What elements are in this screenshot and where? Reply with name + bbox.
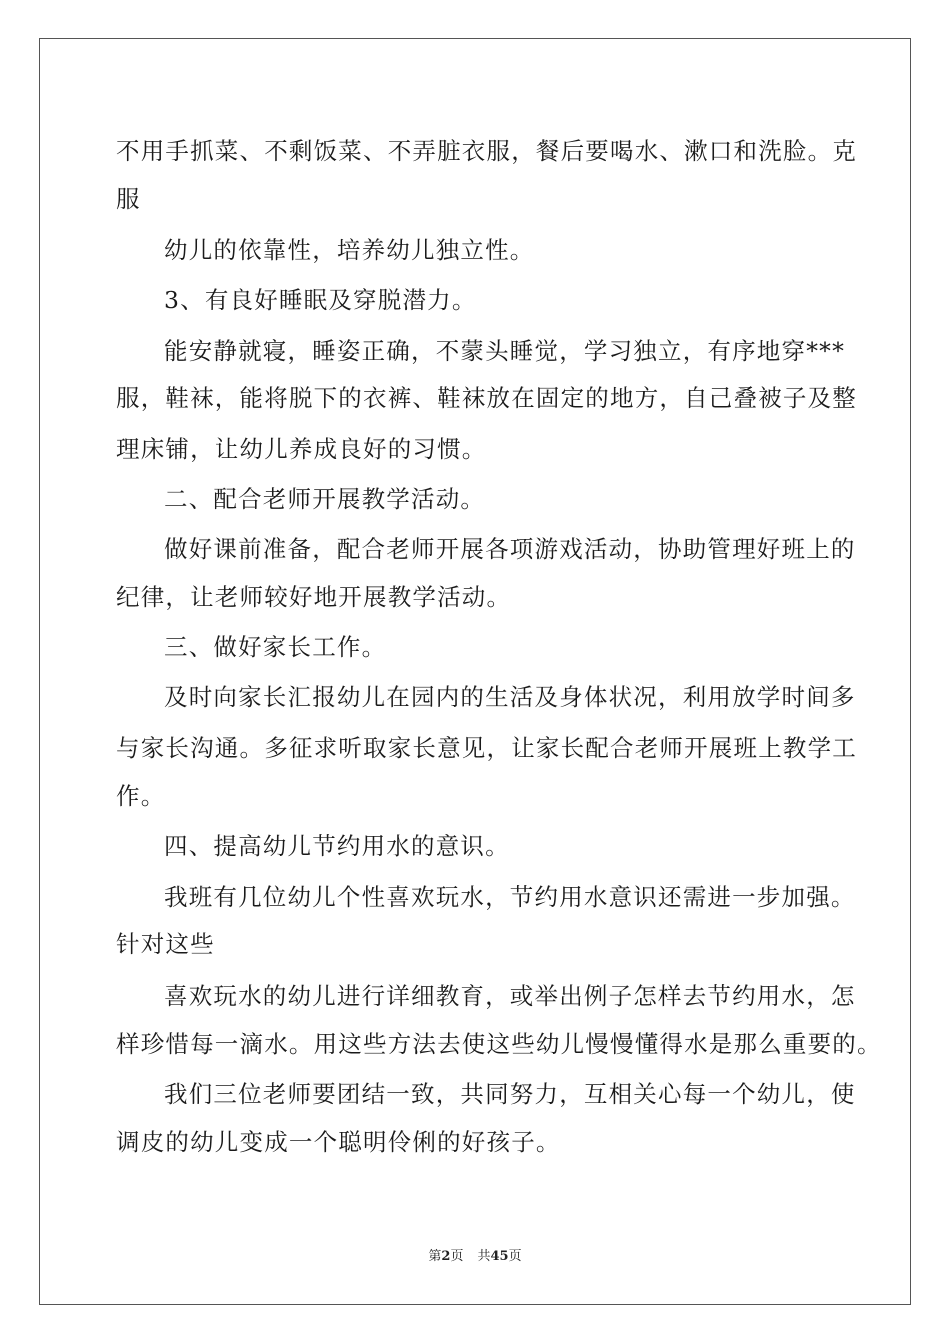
page-frame <box>39 38 911 1305</box>
paragraph-line: 能安静就寝，睡姿正确，不蒙头睡觉，学习独立，有序地穿*** <box>164 337 846 365</box>
section-heading: 二、配合老师开展教学活动。 <box>164 485 486 513</box>
text-line: 与家长沟通。多征求听取家长意见，让家长配合老师开展班上教学工 <box>116 734 857 762</box>
page-footer <box>0 1248 950 1266</box>
total-suffix: 页 <box>508 1249 522 1264</box>
text-line: 作。 <box>116 782 166 810</box>
paragraph-line: 我班有几位幼儿个性喜欢玩水，节约用水意识还需进一步加强。 <box>164 883 856 911</box>
section-heading: 三、做好家长工作。 <box>164 633 387 661</box>
paragraph-line: 及时向家长汇报幼儿在园内的生活及身体状况，利用放学时间多 <box>164 683 856 711</box>
text-line: 不用手抓菜、不剩饭菜、不弄脏衣服，餐后要喝水、漱口和洗脸。克 <box>116 137 857 165</box>
text-line: 理床铺，让幼儿养成良好的习惯。 <box>116 435 487 463</box>
text-line: 调皮的幼儿变成一个聪明伶俐的好孩子。 <box>116 1128 561 1156</box>
page-suffix: 页 <box>450 1249 464 1264</box>
paragraph-line: 喜欢玩水的幼儿进行详细教育，或举出例子怎样去节约用水，怎 <box>164 982 856 1010</box>
paragraph-line: 幼儿的依靠性，培养幼儿独立性。 <box>164 236 535 264</box>
text-line: 样珍惜每一滴水。用这些方法去使这些幼儿慢慢懂得水是那么重要的。 <box>116 1030 882 1058</box>
total-prefix: 共 <box>477 1249 491 1264</box>
total-pages: 45 <box>490 1249 509 1264</box>
section-heading: 四、提高幼儿节约用水的意识。 <box>164 832 510 860</box>
paragraph-line: 做好课前准备，配合老师开展各项游戏活动，协助管理好班上的 <box>164 535 856 563</box>
section-heading: 3、有良好睡眠及穿脱潜力。 <box>164 286 477 314</box>
text-line: 服 <box>116 185 141 213</box>
page-number: 2 <box>441 1249 451 1264</box>
paragraph-line: 我们三位老师要团结一致，共同努力，互相关心每一个幼儿，使 <box>164 1080 856 1108</box>
text-line: 纪律，让老师较好地开展教学活动。 <box>116 583 512 611</box>
text-line: 服，鞋袜，能将脱下的衣裤、鞋袜放在固定的地方，自己叠被子及整 <box>116 384 857 412</box>
page-prefix: 第 <box>428 1249 442 1264</box>
text-line: 针对这些 <box>116 930 215 958</box>
